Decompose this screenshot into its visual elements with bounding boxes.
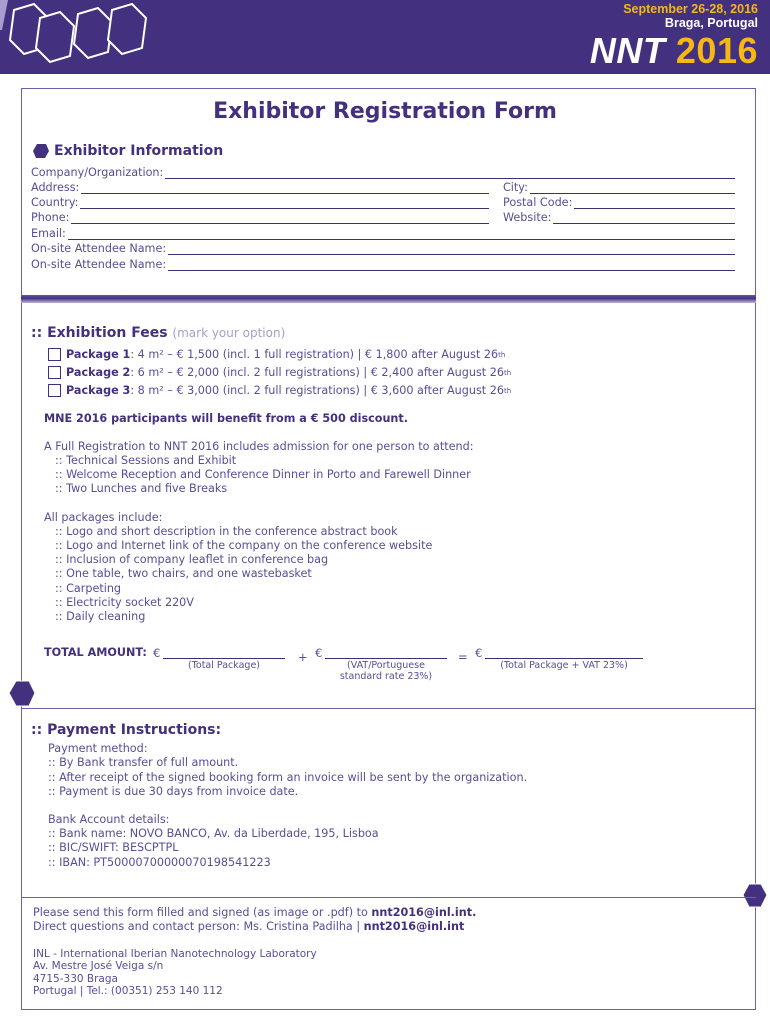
- address-line: INL - International Iberian Nanotechnology Laboratory: [33, 948, 317, 960]
- full-registration-item: :: Two Lunches and five Breaks: [55, 482, 228, 495]
- package-3-desc: : 8 m² – € 3,000 (incl. 2 full registrations) | € 3,600 after August 26: [130, 384, 504, 397]
- package-3-name: Package 3: [66, 384, 131, 397]
- package-2-checkbox[interactable]: [48, 366, 61, 379]
- package-include-item: :: Logo and Internet link of the company on the conference website: [55, 539, 433, 552]
- company-field[interactable]: [31, 166, 735, 179]
- contact-person-text: Direct questions and contact person: Ms. Cristina Padilha |: [33, 920, 364, 933]
- exhibition-fees-title: :: Exhibition Fees: [31, 325, 168, 341]
- contact-person-line: [33, 920, 464, 934]
- form-title: Exhibitor Registration Form: [213, 99, 557, 124]
- postal-code-input-line[interactable]: [574, 199, 735, 209]
- postal-code-label: Postal Code:: [503, 196, 573, 209]
- full-registration-intro: A Full Registration to NNT 2016 includes admission for one person to attend:: [44, 440, 474, 453]
- bank-details-intro: Bank Account details:: [48, 813, 170, 826]
- email-input-line[interactable]: [68, 230, 735, 240]
- package-1-name: Package 1: [66, 348, 131, 361]
- package-include-item: :: Electricity socket 220V: [55, 596, 194, 609]
- event-name: NNT: [589, 30, 666, 71]
- vat-caption: [325, 660, 447, 682]
- total-with-vat-input[interactable]: [485, 658, 643, 659]
- package-1-checkbox[interactable]: [48, 348, 61, 361]
- phone-label: Phone:: [31, 211, 70, 224]
- send-form-email-link[interactable]: nnt2016@inl.int: [371, 906, 473, 919]
- country-label: Country:: [31, 196, 79, 209]
- postal-code-field[interactable]: [503, 196, 735, 209]
- attendee-name-field-1[interactable]: [31, 242, 735, 255]
- total-amount-label: TOTAL AMOUNT:: [44, 646, 147, 659]
- email-field[interactable]: [31, 227, 735, 240]
- equals-symbol: =: [458, 650, 468, 664]
- plus-symbol: +: [298, 650, 308, 664]
- attendee-name-input-line-1[interactable]: [168, 245, 735, 255]
- attendee-name-field-2[interactable]: [31, 258, 735, 271]
- payment-method-item: :: By Bank transfer of full amount.: [48, 756, 239, 769]
- send-form-text: Please send this form filled and signed (as image or .pdf) to: [33, 906, 372, 919]
- address-input-line[interactable]: [81, 184, 489, 194]
- hexagon-bullet-icon: [33, 143, 49, 159]
- euro-symbol-3: €: [475, 646, 483, 660]
- event-location: Braga, Portugal: [664, 16, 758, 30]
- attendee-name-label-2: On-site Attendee Name:: [31, 258, 167, 271]
- full-registration-item: :: Technical Sessions and Exhibit: [55, 454, 237, 467]
- website-input-line[interactable]: [553, 214, 735, 224]
- company-label: Company/Organization:: [31, 166, 164, 179]
- send-form-line: [33, 906, 476, 920]
- country-input-line[interactable]: [80, 199, 489, 209]
- address-field[interactable]: [31, 181, 489, 194]
- page-header: [0, 0, 770, 74]
- contact-email-link[interactable]: nnt2016@inl.int: [363, 920, 465, 933]
- package-option-3[interactable]: [48, 384, 511, 397]
- phone-input-line[interactable]: [71, 214, 489, 224]
- bank-detail-item: :: Bank name: NOVO BANCO, Av. da Liberdade, 195, Lisboa: [48, 827, 379, 840]
- website-field[interactable]: [503, 211, 735, 224]
- all-packages-intro: All packages include:: [44, 511, 163, 524]
- exhibition-fees-heading: [31, 325, 285, 341]
- hexagon-separator-icon: [742, 883, 768, 909]
- package-2-desc: : 6 m² – € 2,000 (incl. 2 full registrations) | € 2,400 after August 26: [130, 366, 504, 379]
- total-package-caption: (Total Package): [188, 660, 260, 671]
- bank-detail-item: :: BIC/SWIFT: BESCPTPL: [48, 841, 179, 854]
- company-input-line[interactable]: [165, 169, 735, 179]
- phone-field[interactable]: [31, 211, 489, 224]
- city-input-line[interactable]: [530, 184, 735, 194]
- contact-divider: [21, 897, 756, 898]
- address-label: Address:: [31, 181, 80, 194]
- package-2-name: Package 2: [66, 366, 131, 379]
- payment-method-intro: Payment method:: [48, 742, 148, 755]
- package-include-item: :: Carpeting: [55, 582, 122, 595]
- city-label: City:: [503, 181, 528, 194]
- vat-caption-line-2: standard rate 23%): [339, 671, 433, 682]
- event-title: [590, 32, 758, 70]
- event-info: [590, 2, 758, 70]
- event-year: 2016: [675, 30, 758, 71]
- address-line: 4715-330 Braga: [33, 972, 118, 985]
- full-registration-item: :: Welcome Reception and Conference Dinner in Porto and Farewell Dinner: [55, 468, 471, 481]
- bank-detail-item: :: IBAN: PT50000700000070198541223: [48, 856, 271, 869]
- package-include-item: :: One table, two chairs, and one wastebasket: [55, 567, 312, 580]
- city-field[interactable]: [503, 181, 735, 194]
- package-option-2[interactable]: [48, 366, 511, 379]
- package-include-item: :: Inclusion of company leaflet in conference bag: [55, 553, 329, 566]
- package-1-desc: : 4 m² – € 1,500 (incl. 1 full registration) | € 1,800 after August 26: [130, 348, 499, 361]
- exhibitor-info-heading: Exhibitor Information: [54, 143, 224, 159]
- vat-caption-line-1: (VAT/Portuguese: [347, 660, 425, 671]
- section-divider: [21, 295, 756, 303]
- payment-divider: [21, 708, 756, 709]
- event-date: September 26-28, 2016: [623, 2, 758, 16]
- attendee-name-input-line-2[interactable]: [168, 261, 735, 271]
- euro-symbol-1: €: [153, 646, 161, 660]
- send-form-period: .: [472, 906, 477, 919]
- package-3-checkbox[interactable]: [48, 384, 61, 397]
- vat-input[interactable]: [325, 658, 447, 659]
- total-with-vat-caption: (Total Package + VAT 23%): [500, 660, 628, 671]
- package-option-1[interactable]: [48, 348, 505, 361]
- package-include-item: :: Daily cleaning: [55, 610, 146, 623]
- organization-address: [33, 948, 317, 998]
- total-package-input[interactable]: [163, 658, 285, 659]
- address-line: Av. Mestre José Veiga s/n: [33, 960, 164, 973]
- package-3-sup: th: [503, 386, 512, 395]
- payment-instructions-heading: :: Payment Instructions:: [31, 722, 222, 738]
- attendee-name-label-1: On-site Attendee Name:: [31, 242, 167, 255]
- package-1-sup: th: [498, 350, 506, 359]
- payment-method-item: :: Payment is due 30 days from invoice date.: [48, 785, 299, 798]
- package-include-item: :: Logo and short description in the conference abstract book: [55, 525, 398, 538]
- package-2-sup: th: [503, 368, 512, 377]
- address-line: Portugal | Tel.: (00351) 253 140 112: [33, 985, 223, 998]
- country-field[interactable]: [31, 196, 489, 209]
- euro-symbol-2: €: [315, 646, 323, 660]
- email-label: Email:: [31, 227, 66, 240]
- discount-note: MNE 2016 participants will benefit from a € 500 discount.: [44, 412, 408, 425]
- payment-method-item: :: After receipt of the signed booking form an invoice will be sent by the organization.: [48, 771, 528, 784]
- website-label: Website:: [503, 211, 552, 224]
- hexagon-decoration-icon: [0, 0, 170, 74]
- exhibition-fees-note: (mark your option): [172, 326, 286, 340]
- hexagon-separator-icon: [8, 680, 36, 708]
